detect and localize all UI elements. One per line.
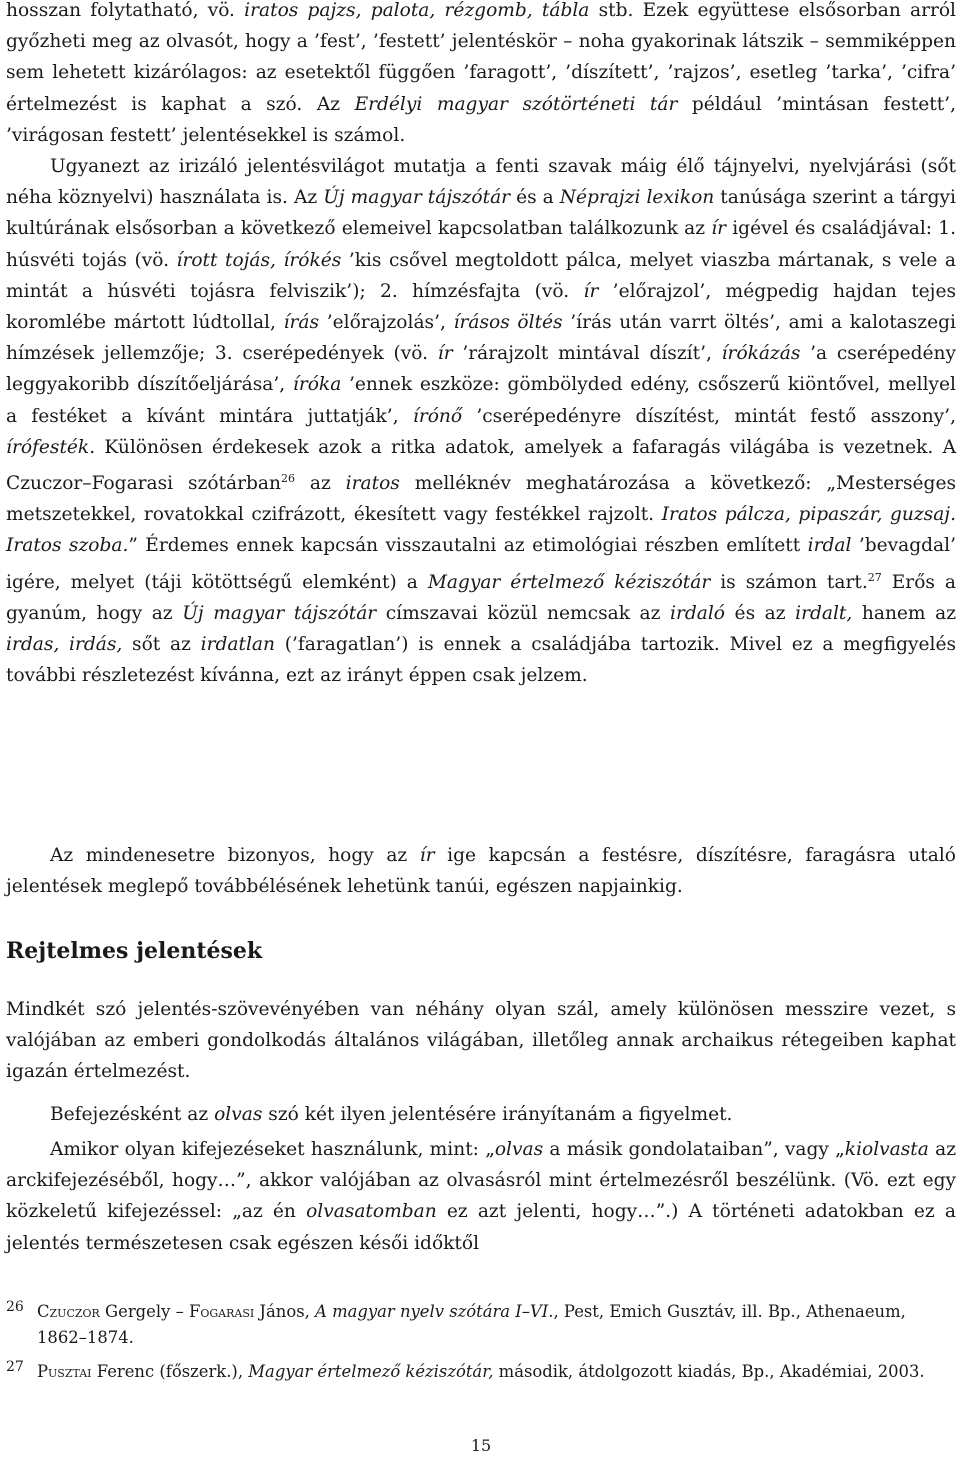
footnote-26	[6, 1299, 956, 1351]
paragraph-conclusion: Az mindenesetre bizonyos, hogy az ír ige kapcsán a festésre, díszítésre, faragásra utaló jelentések meglepő továbbélésének lehetünk tanúi, egészen napjainkig.	[6, 845, 956, 898]
paragraph-olvas-meaning: Amikor olyan kifejezéseket használunk, mint: „olvas a másik gondolataiban”, vagy „kiolvasta az arckifejezéséből, hogy…”, akkor valójában az olvasásról mint értelmezésről beszélünk. (Vö. ezt egy közkeletű kifejezéssel: „az én olvasatomban ez azt jelenti, hogy…”.) A történeti adatokban ez a jelentés természetesen csak egészen késői időktől	[6, 1139, 957, 1254]
paragraph-section-intro: Mindkét szó jelentés-szövevényében van néhány olyan szál, amely különösen messzire vezet, s valójában az emberi gondolkodás általános világában, illetőleg annak archaikus rétegeiben kaphat igazán értelmezést.	[6, 999, 956, 1083]
paragraph-body	[6, 0, 956, 691]
footnote-number: 26	[6, 1299, 24, 1315]
footnote-27	[6, 1359, 956, 1385]
page-number: 15	[470, 1436, 492, 1455]
section-heading: Rejtelmes jelentések	[6, 938, 263, 964]
paragraph-olvas-intro: Befejezésként az olvas szó két ilyen jelentésére irányítanám a figyelmet.	[50, 1104, 733, 1125]
paragraph-dialect-usage: Ugyanezt az irizáló jelentésvilágot mutatja a fenti szavak máig élő tájnyelvi, nyelvjárási (sőt néha köznyelvi) használata is. Az Új magyar tájszótár és a Néprajzi lexikon tanúsága szerint a tárgyi kultúrának elsősorban a következő elemeivel kapcsolatban találkozunk az ír igével és családjával: 1. húsvéti tojás (vö. írott tojás, írókés ’kis csővel megtoldott pálca, melyet viaszba mártanak, s vele a mintát a húsvéti tojásra felviszik’); 2. hímzésfajta (vö. ír ’előrajzol’, mégpedig hajdan tejes koromlébe mártott lúdtollal, írás ’előrajzolás’, írásos öltés ’írás után varrt öltés’, ami a kalotaszegi hímzések jellemzője; 3. cserépedények (vö. ír ’rárajzolt mintával díszít’, írókázás ’a cserépedény leggyakoribb díszítőeljárása’, íróka ’ennek eszköze: gömbölyded edény, csőszerű kiöntővel, mellyel a festéket a kívánt mintára juttatják’, írónő ’cserépedényre díszítést, mintát festő asszony’, írófesték. Különösen érdekesek azok a ritka adatok, amelyek a fafaragás világába is vezetnek. A Czuczor–Fogarasi szótárban$^{26}$ az iratos melléknév meghatározása a következő: „Mesterséges metszetekkel, rovatokkal czifrázott, ékesített vagy festékkel rajzolt. Iratos pálcza, pipaszár, guzsaj. Iratos szoba.” Érdemes ennek kapcsán visszautalni az etimológiai részben említett irdal ’bevagdal’ igére, melyet (táji kötöttségű elemként) a Magyar értelmező kéziszótár is számon tart.$^{27}$ Erős a gyanúm, hogy az Új magyar tájszótár címszavai közül nemcsak az irdaló és az irdalt, hanem az irdas, irdás, sőt az irdatlan (’faragatlan’) is ennek a családjába tartozik. Mivel ez a megfigyelés további részletezést kívánna, ezt az irányt éppen csak jelzem.	[6, 156, 957, 687]
footnote-text: Czuczor Gergely – Fogarasi János, A magyar nyelv szótára I–VI., Pest, Emich Gusztáv, ill. Bp., Athenaeum, 1862–1874.	[37, 1302, 906, 1347]
footnote-number: 27	[6, 1359, 24, 1375]
paragraph-continuation: hosszan folytatható, vö. iratos pajzs, palota, rézgomb, tábla stb. Ezek együttese elsősorban arról győzheti meg az olvasót, hogy a ’fest’, ’festett’ jelentéskör – noha gyakorinak látszik – semmiképpen sem lehetett kizárólagos: az esetektől függően ’faragott’, ’díszített’, ’rajzos’, esetleg ’tarka’, ’cifra’ értelmezést is kaphat a szó. Az Erdélyi magyar szótörténeti tár például ’mintásan festett’, ’virágosan festett’ jelentésekkel is számol.	[6, 0, 956, 146]
footnote-text: Pusztai Ferenc (főszerk.), Magyar értelmező kéziszótár, második, átdolgozott kiadás, Bp., Akadémiai, 2003.	[37, 1362, 925, 1381]
